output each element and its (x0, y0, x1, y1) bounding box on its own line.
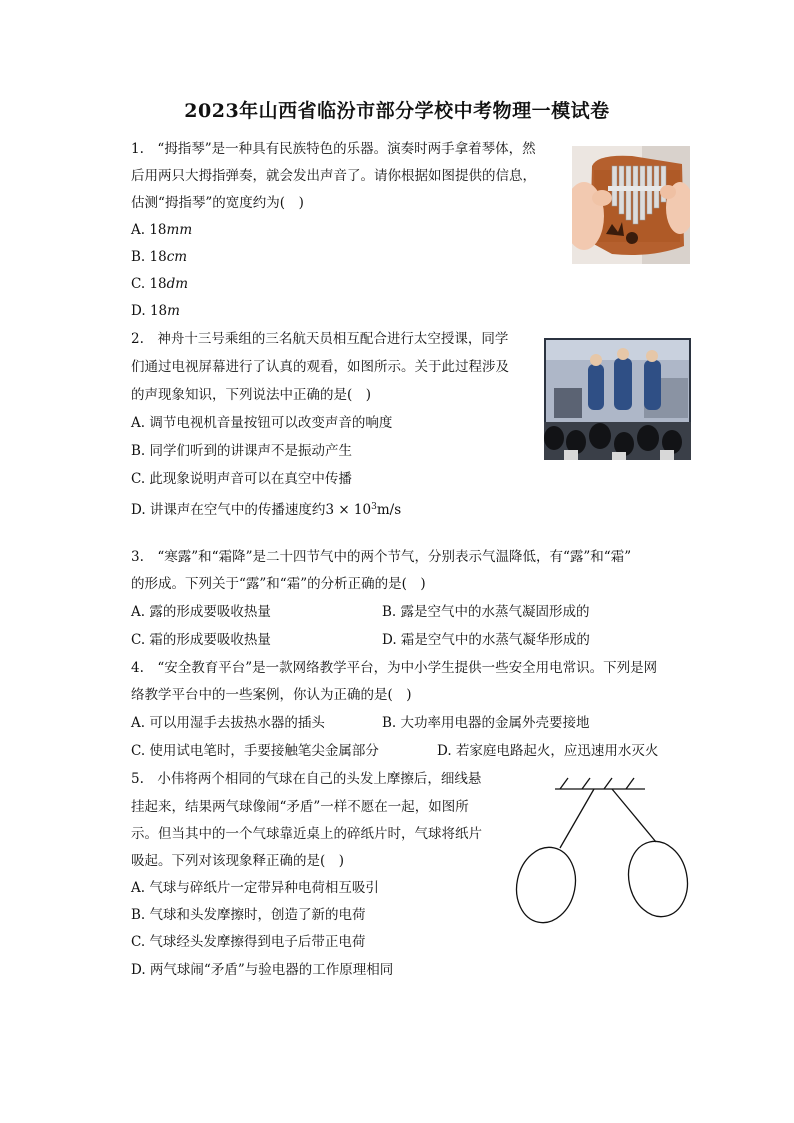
q4-option-c: C. 使用试电笔时，手要接触笔尖金属部分 (131, 743, 379, 759)
q4-option-b: B. 大功率用电器的金属外壳要接地 (382, 715, 590, 731)
q3-line-2: 的形成。下列关于“露”和“霜”的分析正确的是( ) (131, 576, 426, 592)
q4-option-d: D. 若家庭电路起火，应迅速用水灭火 (437, 743, 659, 759)
option-unit: cm (166, 249, 188, 265)
q4-option-a: A. 可以用湿手去拔热水器的插头 (131, 715, 325, 731)
thumb-piano-illustration (572, 146, 690, 264)
option-number: 18 (149, 276, 167, 292)
q2-option-d (131, 498, 401, 519)
thumb-piano-photo (572, 146, 690, 264)
page-title: 2023年山西省临汾市部分学校中考物理一模试卷 (184, 100, 610, 122)
q5-line-1: 5. 小伟将两个相同的气球在自己的头发上摩擦后，细线悬 (131, 771, 482, 787)
option-text: D. 讲课声在空气中的传播速度约 (131, 502, 326, 518)
option-letter: A. (131, 222, 146, 238)
q1-option-c (131, 275, 188, 293)
q1-option-b (131, 248, 187, 266)
option-letter: C. (131, 276, 146, 292)
option-number: 18 (149, 249, 167, 265)
q2-option-b: B. 同学们听到的讲课声不是振动产生 (131, 443, 353, 459)
option-number: 18 (149, 222, 167, 238)
q1-line-2: 后用两只大拇指弹奏，就会发出声音了。请你根据如图提供的信息， (131, 168, 536, 184)
q4-line-2: 络教学平台中的一些案例，你认为正确的是( ) (131, 687, 412, 703)
option-unit: mm (166, 222, 193, 238)
q3-option-a: A. 露的形成要吸收热量 (131, 604, 271, 620)
option-letter: D. (131, 303, 146, 319)
q3-option-c: C. 霜的形成要吸收热量 (131, 632, 271, 648)
q1-line-1: 1. “拇指琴”是一种具有民族特色的乐器。演奏时两手拿着琴体，然 (131, 141, 536, 157)
space-class-illustration (544, 338, 691, 460)
speed-base: 3 × 10 (325, 502, 372, 518)
q5-option-d: D. 两气球闹“矛盾”与验电器的工作原理相同 (131, 962, 394, 978)
q2-line-3: 的声现象知识，下列说法中正确的是( ) (131, 387, 372, 403)
q2-line-2: 们通过电视屏幕进行了认真的观看，如图所示。关于此过程涉及 (131, 359, 509, 375)
q5-option-a: A. 气球与碎纸片一定带异种电荷相互吸引 (131, 880, 379, 896)
q5-option-b: B. 气球和头发摩擦时，创造了新的电荷 (131, 907, 366, 923)
speed-unit: m/s (376, 502, 402, 518)
q2-line-1: 2. 神舟十三号乘组的三名航天员相互配合进行太空授课，同学 (131, 331, 509, 347)
option-unit: m (167, 303, 180, 319)
q4-line-1: 4. “安全教育平台”是一款网络教学平台，为中小学生提供一些安全用电常识。下列是网 (131, 660, 658, 676)
q2-option-a: A. 调节电视机音量按钮可以改变声音的响度 (131, 415, 393, 431)
q3-line-1: 3. “寒露”和“霜降”是二十四节气中的两个节气，分别表示气温降低，有“露”和“霜” (131, 549, 632, 565)
q1-option-a (131, 221, 192, 239)
q1-option-d (131, 302, 180, 320)
option-number: 18 (149, 303, 168, 319)
q3-option-d: D. 霜是空气中的水蒸气凝华形成的 (382, 632, 590, 648)
q5-option-c: C. 气球经头发摩擦得到电子后带正电荷 (131, 934, 366, 950)
q1-line-3: 估测“拇指琴”的宽度约为( ) (131, 195, 304, 211)
q3-option-b: B. 露是空气中的水蒸气凝固形成的 (382, 604, 590, 620)
space-class-photo (544, 338, 691, 460)
balloons-repelling-icon (510, 772, 700, 932)
speed-exponent: 3 (371, 502, 377, 512)
option-letter: B. (131, 249, 146, 265)
balloon-diagram (510, 772, 700, 932)
option-unit: dm (166, 276, 189, 292)
q5-line-3: 示。但当其中的一个气球靠近桌上的碎纸片时，气球将纸片 (131, 826, 482, 842)
q5-line-2: 挂起来，结果两气球像闹“矛盾”一样不愿在一起，如图所 (131, 799, 469, 815)
q2-option-c: C. 此现象说明声音可以在真空中传播 (131, 471, 352, 487)
q5-line-4: 吸起。下列对该现象释正确的是( ) (131, 853, 345, 869)
